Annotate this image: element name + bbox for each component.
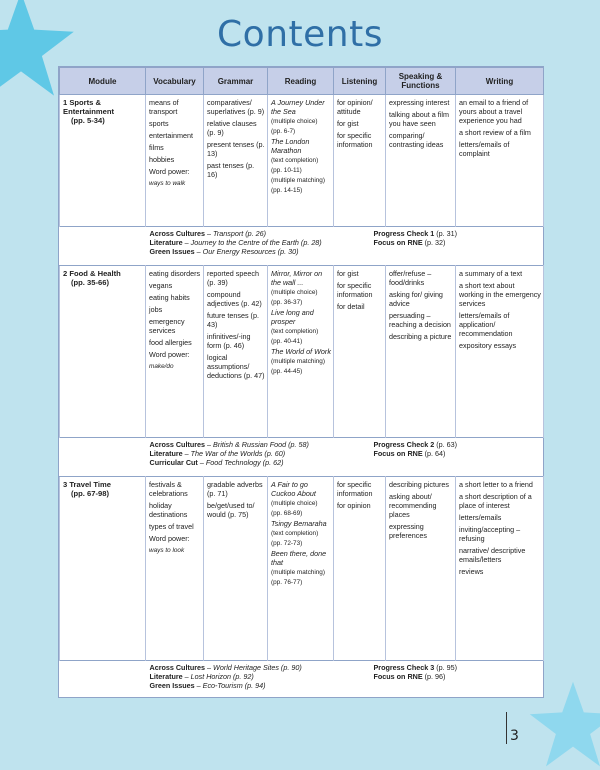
vocabulary-item: vegans	[149, 281, 173, 290]
reading-item: (pp. 10-11)	[271, 167, 302, 174]
vocabulary-item: jobs	[149, 305, 163, 314]
writing-item: a short text about working in the emergency services	[459, 281, 541, 308]
module-row	[60, 477, 544, 661]
column-header-listening: Listening	[334, 68, 386, 95]
vocabulary-item: eating disorders	[149, 269, 201, 278]
writing-item: letters/emails of application/ recommendation	[459, 311, 513, 338]
reading-item: Mirror, Mirror on the wall ...	[271, 269, 323, 287]
module-row	[60, 95, 544, 227]
extra-label: Literature	[149, 449, 183, 458]
grammar-item: comparatives/ superlatives (p. 9)	[207, 98, 265, 116]
vocabulary-item: emergency services	[149, 317, 185, 335]
extra-text: The War of the Worlds (p. 60)	[190, 449, 286, 458]
listening-cell	[334, 477, 386, 661]
contents-table-sheet	[58, 66, 544, 698]
extra-label: Across Cultures	[149, 229, 206, 238]
reading-item: (pp. 40-41)	[271, 338, 303, 345]
grammar-item: reported speech (p. 39)	[207, 269, 259, 287]
extra-label: Focus on RNE	[373, 449, 423, 458]
extra-text: (p. 96)	[424, 672, 446, 681]
speaking-item: asking for/ giving advice	[389, 290, 443, 308]
writing-item: reviews	[459, 567, 484, 576]
module-pages: (pp. 67-98)	[71, 489, 109, 498]
reading-item: Tsingy Bemaraha	[271, 519, 327, 528]
reading-item: (multiple choice)	[271, 118, 318, 125]
page-title: Contents	[217, 14, 383, 55]
speaking-cell	[386, 95, 456, 227]
grammar-item: compound adjectives (p. 42)	[207, 290, 262, 308]
reading-item: (multiple matching)	[271, 569, 325, 576]
writing-item: narrative/ descriptive emails/letters	[459, 546, 526, 564]
column-header-grammar: Grammar	[204, 68, 268, 95]
grammar-item: be/get/used to/ would (p. 75)	[207, 501, 255, 519]
reading-item: (pp. 44-45)	[271, 368, 303, 375]
extra-label: Focus on RNE	[373, 672, 423, 681]
vocabulary-item: sports	[149, 119, 169, 128]
column-header-speaking: Speaking & Functions	[386, 68, 456, 95]
speaking-item: talking about a film you have seen	[389, 110, 449, 128]
vocabulary-item: hobbies	[149, 155, 175, 164]
reading-cell	[268, 477, 334, 661]
module-cell	[60, 266, 146, 438]
extra-label: Literature	[149, 238, 183, 247]
page-number: 3	[510, 728, 519, 744]
reading-item: (pp. 36-37)	[271, 299, 303, 306]
listening-item: for specific information	[337, 281, 373, 299]
extra-text: (p. 32)	[424, 238, 446, 247]
column-header-vocabulary: Vocabulary	[146, 68, 204, 95]
reading-item: A Journey Under the Sea	[271, 98, 325, 116]
writing-cell	[456, 95, 544, 227]
vocabulary-cell	[146, 477, 204, 661]
vocabulary-item: entertainment	[149, 131, 193, 140]
grammar-item: present tenses (p. 13)	[207, 140, 265, 158]
writing-item: expository essays	[459, 341, 517, 350]
reading-item: Been there, done that	[271, 549, 327, 567]
module-cell	[60, 477, 146, 661]
vocabulary-item: Word power:	[149, 534, 190, 543]
module-extras-cell: Across Cultures – World Heritage Sites (p. 90) Progress Check 3 (p. 95) Literature – Lost Horizon (p. 92) Focus on RNE (p. 96) Green Issues – Eco-Tourism (p. 94)	[60, 661, 544, 700]
vocabulary-item: ways to walk	[149, 180, 186, 187]
extra-label: Progress Check 1	[373, 229, 435, 238]
extra-label: Across Cultures	[149, 440, 206, 449]
speaking-item: offer/refuse – food/drinks	[389, 269, 432, 287]
writing-item: an email to a friend of yours about a travel experience you had	[459, 98, 529, 125]
speaking-cell	[386, 266, 456, 438]
listening-item: for gist	[337, 269, 359, 278]
listening-cell	[334, 95, 386, 227]
vocabulary-item: food allergies	[149, 338, 192, 347]
reading-item: The London Marathon	[271, 137, 310, 155]
listening-item: for opinion	[337, 501, 371, 510]
module-extras-row	[60, 661, 544, 700]
vocabulary-cell	[146, 266, 204, 438]
module-extras-cell: Across Cultures – British & Russian Food (p. 58) Progress Check 2 (p. 63) Literature – The War of the Worlds (p. 60) Focus on RNE (p. 64) Curricular Cut – Food Technology (p. 62)	[60, 438, 544, 477]
listening-item: for detail	[337, 302, 365, 311]
speaking-item: expressing preferences	[389, 522, 427, 540]
listening-item: for specific information	[337, 480, 373, 498]
extra-text: (p. 63)	[436, 440, 458, 449]
grammar-item: past tenses (p. 16)	[207, 161, 255, 179]
grammar-item: infinitives/-ing form (p. 46)	[207, 332, 251, 350]
writing-item: a summary of a text	[459, 269, 523, 278]
reading-item: (multiple matching)	[271, 358, 325, 365]
extra-label: Green Issues	[149, 247, 195, 256]
grammar-cell	[204, 477, 268, 661]
listening-item: for opinion/ attitude	[337, 98, 373, 116]
writing-item: inviting/accepting – refusing	[459, 525, 521, 543]
extra-text: Lost Horizon (p. 92)	[190, 672, 254, 681]
vocabulary-item: films	[149, 143, 164, 152]
speaking-item: asking about/ recommending places	[389, 492, 437, 519]
column-header-reading: Reading	[268, 68, 334, 95]
writing-item: a short description of a place of interest	[459, 492, 532, 510]
vocabulary-item: ways to look	[149, 547, 185, 554]
reading-item: (text completion)	[271, 328, 319, 335]
extra-label: Progress Check 3	[373, 663, 435, 672]
module-pages: (pp. 5-34)	[71, 116, 105, 125]
reading-cell	[268, 266, 334, 438]
vocabulary-item: Word power:	[149, 350, 190, 359]
speaking-item: describing pictures	[389, 480, 449, 489]
writing-item: a short letter to a friend	[459, 480, 533, 489]
extra-label: Literature	[149, 672, 183, 681]
vocabulary-item: Word power:	[149, 167, 190, 176]
header-row	[60, 68, 544, 95]
extra-label: Progress Check 2	[373, 440, 435, 449]
vocabulary-item: means of transport	[149, 98, 179, 116]
speaking-item: comparing/ contrasting ideas	[389, 131, 444, 149]
extra-label: Green Issues	[149, 681, 195, 690]
reading-item: (text completion)	[271, 530, 319, 537]
speaking-cell	[386, 477, 456, 661]
module-extras-cell: Across Cultures – Transport (p. 26) Progress Check 1 (p. 31) Literature – Journey to the Centre of the Earth (p. 28) Focus on RNE (p. 32) Green Issues – Our Energy Resources (p. 30)	[60, 227, 544, 266]
page-number-divider	[506, 712, 507, 744]
reading-item: (multiple matching)	[271, 177, 325, 184]
vocabulary-item: types of travel	[149, 522, 194, 531]
grammar-cell	[204, 95, 268, 227]
grammar-item: gradable adverbs (p. 71)	[207, 480, 263, 498]
column-header-writing: Writing	[456, 68, 544, 95]
reading-cell	[268, 95, 334, 227]
vocabulary-item: festivals & celebrations	[149, 480, 188, 498]
extra-text: British & Russian Food (p. 58)	[213, 440, 309, 449]
vocabulary-item: eating habits	[149, 293, 190, 302]
extra-text: (p. 31)	[436, 229, 458, 238]
module-title: 1 Sports & Entertainment	[63, 98, 115, 116]
reading-item: (pp. 72-73)	[271, 540, 303, 547]
extra-text: World Heritage Sites (p. 90)	[213, 663, 302, 672]
reading-item: (pp. 76-77)	[271, 579, 303, 586]
module-extras-row	[60, 438, 544, 477]
extra-text: Our Energy Resources (p. 30)	[202, 247, 299, 256]
reading-item: The World of Work	[271, 347, 331, 356]
module-cell	[60, 95, 146, 227]
module-title: 3 Travel Time	[63, 480, 111, 489]
reading-item: (pp. 14-15)	[271, 187, 303, 194]
module-extras-row	[60, 227, 544, 266]
writing-item: letters/emails	[459, 513, 502, 522]
extra-label: Curricular Cut	[149, 458, 198, 467]
module-row	[60, 266, 544, 438]
grammar-item: relative clauses (p. 9)	[207, 119, 257, 137]
speaking-item: describing a picture	[389, 332, 452, 341]
reading-item: (pp. 6-7)	[271, 128, 296, 135]
grammar-item: future tenses (p. 43)	[207, 311, 259, 329]
writing-item: a short review of a film	[459, 128, 531, 137]
writing-item: letters/emails of complaint	[459, 140, 510, 158]
listening-item: for gist	[337, 119, 359, 128]
extra-text: (p. 95)	[436, 663, 458, 672]
extra-text: Eco-Tourism (p. 94)	[202, 681, 266, 690]
writing-cell	[456, 477, 544, 661]
module-title: 2 Food & Health	[63, 269, 121, 278]
module-pages: (pp. 35-66)	[71, 278, 109, 287]
reading-item: Live long and prosper	[271, 308, 314, 326]
column-header-module: Module	[60, 68, 146, 95]
reading-item: A Fair to go Cuckoo About	[271, 480, 316, 498]
contents-table	[59, 67, 544, 699]
listening-item: for specific information	[337, 131, 373, 149]
vocabulary-item: holiday destinations	[149, 501, 188, 519]
vocabulary-item: make/do	[149, 363, 174, 370]
reading-item: (text completion)	[271, 157, 319, 164]
reading-item: (multiple choice)	[271, 500, 318, 507]
extra-label: Focus on RNE	[373, 238, 423, 247]
speaking-item: persuading – reaching a decision	[389, 311, 451, 329]
extra-text: Transport (p. 26)	[213, 229, 267, 238]
grammar-item: logical assumptions/ deductions (p. 47)	[207, 353, 265, 380]
reading-item: (multiple choice)	[271, 289, 318, 296]
extra-text: Journey to the Centre of the Earth (p. 28)	[190, 238, 322, 247]
vocabulary-cell	[146, 95, 204, 227]
extra-text: Food Technology (p. 62)	[205, 458, 284, 467]
reading-item: (pp. 68-69)	[271, 510, 303, 517]
writing-cell	[456, 266, 544, 438]
extra-label: Across Cultures	[149, 663, 206, 672]
extra-text: (p. 64)	[424, 449, 446, 458]
speaking-item: expressing interest	[389, 98, 450, 107]
grammar-cell	[204, 266, 268, 438]
listening-cell	[334, 266, 386, 438]
